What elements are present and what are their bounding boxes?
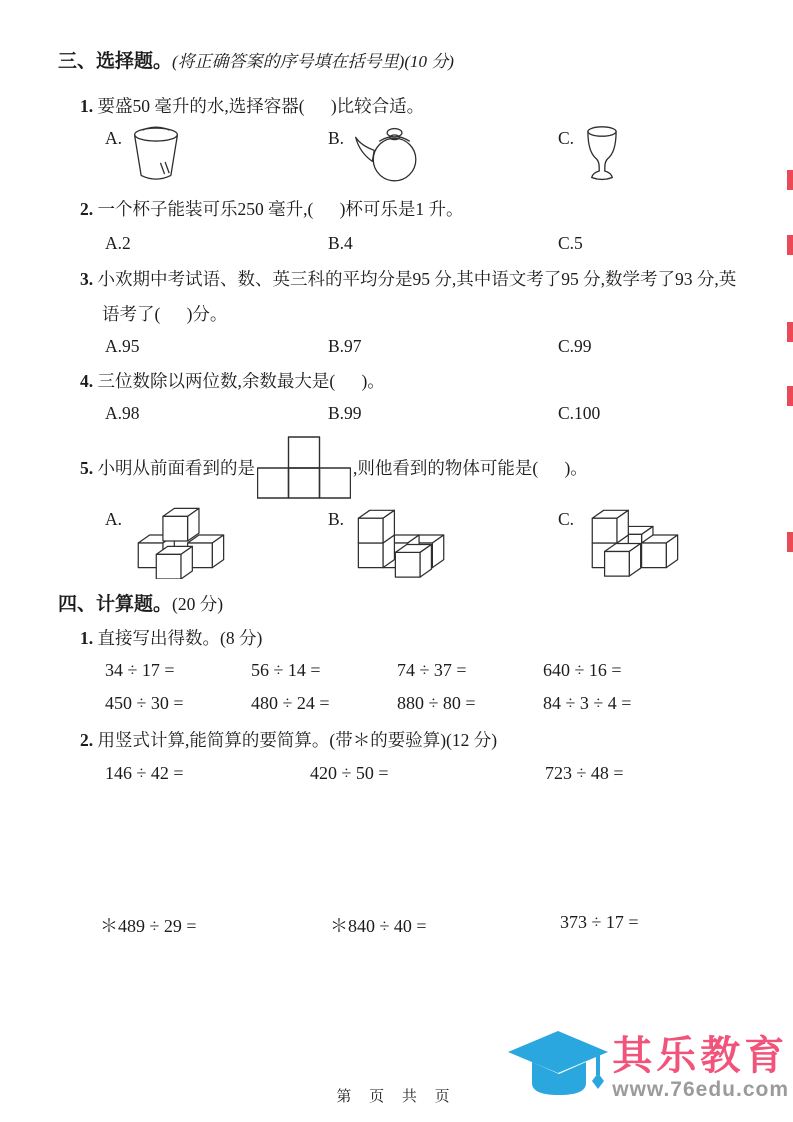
expression-starred: ＊840 ÷ 40 = xyxy=(330,916,427,936)
option-c: C.5 xyxy=(558,233,583,253)
edge-mark xyxy=(787,532,793,552)
working-space xyxy=(58,784,758,912)
question-1-number: 1. xyxy=(80,96,94,116)
expression: 74 ÷ 37 = xyxy=(397,660,467,680)
question-5-number: 5. xyxy=(80,458,94,478)
option-a: A.2 xyxy=(105,233,131,253)
question-5-text-post: ,则他看到的物体可能是( )。 xyxy=(353,458,588,478)
sub2-title xyxy=(58,727,758,752)
edge-mark xyxy=(787,170,793,190)
option-c-label: C. xyxy=(558,509,575,529)
section3-title-text: 三、选择题。 xyxy=(58,51,173,72)
expression: 56 ÷ 14 = xyxy=(251,660,321,680)
option-b xyxy=(328,124,558,184)
option-c xyxy=(558,505,686,579)
option-c: C.100 xyxy=(558,403,601,423)
bucket-icon xyxy=(130,124,182,186)
option-b: B.97 xyxy=(328,336,362,356)
option-b: B.4 xyxy=(328,233,353,253)
question-5-text-pre: 小明从前面看到的是 xyxy=(97,458,255,478)
section3-title xyxy=(58,46,758,73)
brand-name: 其乐教育 xyxy=(612,1034,789,1078)
sub2-number: 2. xyxy=(80,730,94,750)
front-view-shape xyxy=(257,436,351,499)
expression: 880 ÷ 80 = xyxy=(397,693,476,713)
question-4-options xyxy=(105,403,758,424)
cubes-a-icon xyxy=(130,505,230,579)
question-2-options xyxy=(105,233,758,254)
goblet-icon xyxy=(582,124,622,186)
option-a: A.98 xyxy=(105,403,140,423)
brand-text-block xyxy=(612,1036,789,1100)
expression: 84 ÷ 3 ÷ 4 = xyxy=(543,693,632,713)
brand-logo xyxy=(508,1022,789,1114)
option-b: B.99 xyxy=(328,403,362,423)
question-3-line2 xyxy=(58,301,758,326)
sub2-title-text: 用竖式计算,能简算的要简算。(带＊的要验算)(12 分) xyxy=(97,730,498,750)
expression: 450 ÷ 30 = xyxy=(105,693,184,713)
question-4-number: 4. xyxy=(80,371,94,391)
edge-mark xyxy=(787,235,793,255)
expression: 480 ÷ 24 = xyxy=(251,693,330,713)
section3-note: (将正确答案的序号填在括号里)(10 分) xyxy=(172,52,454,71)
question-5 xyxy=(58,436,758,499)
oral-calc-row-2 xyxy=(105,693,758,714)
option-a: A.95 xyxy=(105,336,140,356)
option-a-label: A. xyxy=(105,128,123,148)
sub1-title-text: 直接写出得数。(8 分) xyxy=(97,628,263,648)
expression: 640 ÷ 16 = xyxy=(543,660,622,680)
edge-mark xyxy=(787,322,793,342)
expression-starred: ＊489 ÷ 29 = xyxy=(100,916,197,936)
question-3-text1: 小欢期中考试语、数、英三科的平均分是95 分,其中语文考了95 分,数学考了93 分,英 xyxy=(97,269,737,289)
question-3-line1 xyxy=(58,266,758,291)
question-5-options xyxy=(105,505,758,579)
question-3-number: 3. xyxy=(80,269,94,289)
expression: 146 ÷ 42 = xyxy=(105,763,184,783)
question-3-text2: 语考了( )分。 xyxy=(102,304,228,324)
vertical-calc-row-2 xyxy=(100,912,758,938)
question-4 xyxy=(58,368,758,393)
sub1-number: 1. xyxy=(80,628,94,648)
option-b-label: B. xyxy=(328,128,345,148)
expression: 373 ÷ 17 = xyxy=(560,912,639,932)
option-c-label: C. xyxy=(558,128,575,148)
question-1-options xyxy=(105,124,758,186)
option-a-label: A. xyxy=(105,509,123,529)
option-b xyxy=(328,505,558,579)
option-a xyxy=(105,124,328,186)
edge-mark xyxy=(787,386,793,406)
question-4-text: 三位数除以两位数,余数最大是( )。 xyxy=(97,371,385,391)
question-5-pre xyxy=(80,455,255,480)
cubes-b-icon xyxy=(352,505,452,579)
option-b-label: B. xyxy=(328,509,345,529)
expression: 34 ÷ 17 = xyxy=(105,660,175,680)
question-1-text: 要盛50 毫升的水,选择容器( )比较合适。 xyxy=(97,96,425,116)
sub1-title xyxy=(58,625,758,650)
expression: 723 ÷ 48 = xyxy=(545,763,624,783)
vertical-calc-row-1 xyxy=(105,763,758,784)
question-2-number: 2. xyxy=(80,199,94,219)
teapot-icon xyxy=(352,124,426,184)
section4-score: (20 分) xyxy=(172,594,224,614)
section4-title-text: 四、计算题。 xyxy=(58,594,173,615)
brand-site: www.76edu.com xyxy=(612,1078,789,1101)
question-2 xyxy=(58,196,758,221)
cubes-c-icon xyxy=(582,505,686,579)
question-1 xyxy=(58,93,758,118)
option-a xyxy=(105,505,328,579)
question-2-text: 一个杯子能装可乐250 毫升,( )杯可乐是1 升。 xyxy=(97,199,464,219)
option-c: C.99 xyxy=(558,336,592,356)
section4-title xyxy=(58,589,758,616)
page-footer: 第 页 共 页 xyxy=(336,1089,457,1105)
graduation-cap-icon xyxy=(508,1022,612,1114)
question-5-post xyxy=(353,455,588,480)
oral-calc-row-1 xyxy=(105,660,758,681)
expression: 420 ÷ 50 = xyxy=(310,763,389,783)
option-c xyxy=(558,124,622,186)
question-3-options xyxy=(105,336,758,357)
